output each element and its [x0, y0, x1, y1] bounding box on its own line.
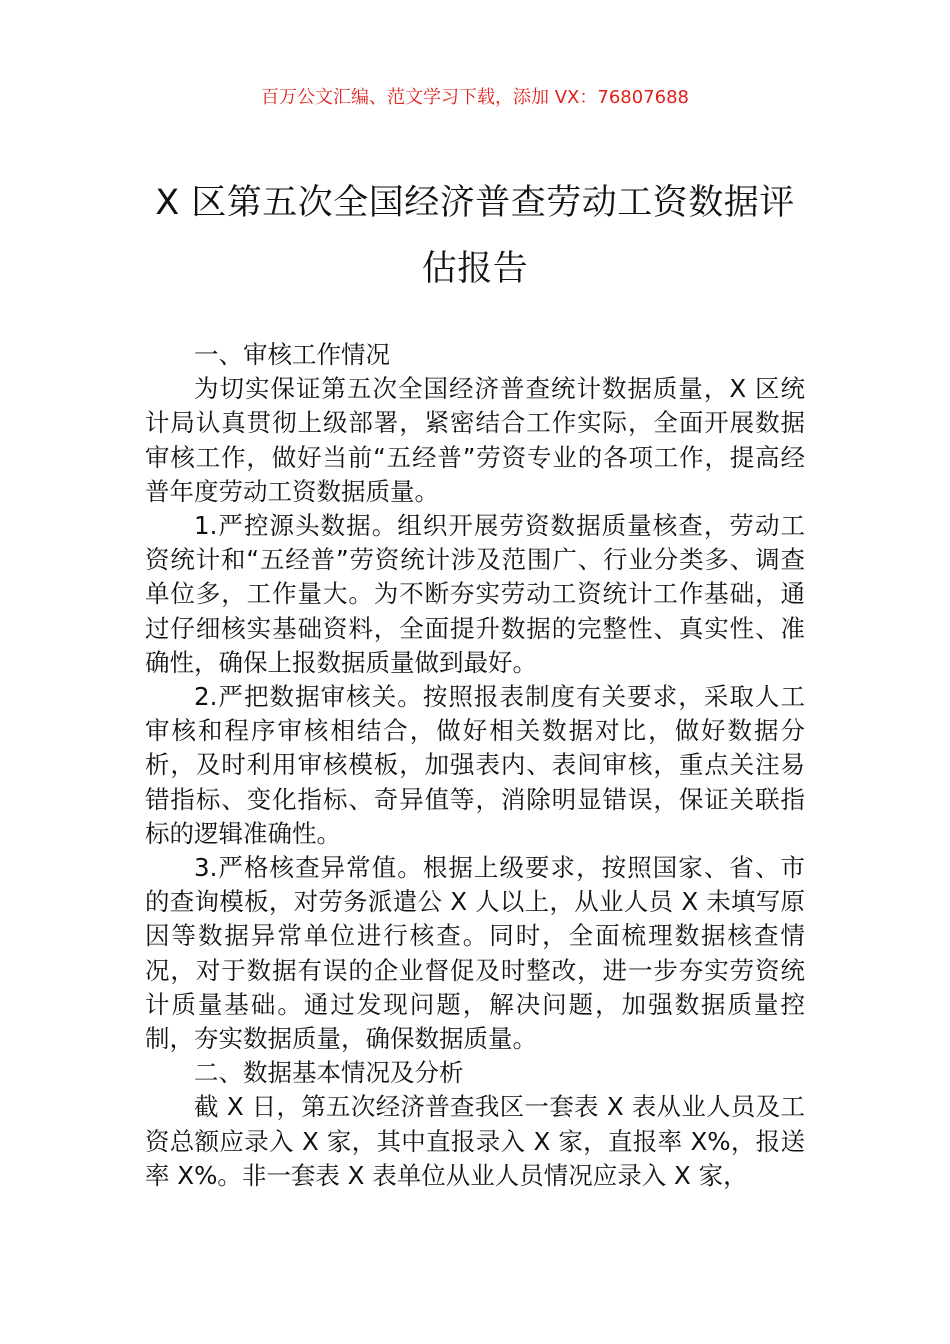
- title-line-1: X 区第五次全国经济普查劳动工资数据评: [155, 183, 795, 223]
- section-heading: 一、审核工作情况: [194, 340, 390, 369]
- header-note: 百万公文汇编、范文学习下载，添加 VX：76807688: [261, 87, 689, 108]
- paragraph: 1.严控源头数据。组织开展劳资数据质量核查，劳动工资统计和“五经普”劳资统计涉及范围广、行业分类多、调查单位多，工作量大。为不断夯实劳动工资统计工作基础，通过仔细核实基础资料，全面提升数据的完整性、真实性、准确性，确保上报数据质量做到最好。: [145, 511, 805, 677]
- paragraph: 3.严格核查异常值。根据上级要求，按照国家、省、市的查询模板，对劳务派遣公 X 人以上，从业人员 X 未填写原因等数据异常单位进行核查。同时，全面梳理数据核查情况，对于数据有误的企业督促及时整改，进一步夯实劳资统计质量基础。通过发现问题，解决问题，加强数据质量控制，夯实数据质量，确保数据质量。: [145, 853, 805, 1054]
- title-line-2: 估报告: [421, 249, 529, 289]
- section-heading: 二、数据基本情况及分析: [194, 1058, 464, 1088]
- document-title: [150, 170, 800, 302]
- paragraph: 截 X 日，第五次经济普查我区一套表 X 表从业人员及工资总额应录入 X 家，其中直报录入 X 家，直报率 X%，报送率 X%。非一套表 X 表单位从业人员情况应录入 X 家，: [145, 1092, 805, 1190]
- document-body: [145, 338, 805, 1193]
- paragraph: 为切实保证第五次全国经济普查统计数据质量，X 区统计局认真贯彻上级部署，紧密结合工作实际，全面开展数据审核工作，做好当前“五经普”劳资专业的各项工作，提高经普年度劳动工资数据质量。: [145, 374, 805, 506]
- paragraph: 2.严把数据审核关。按照报表制度有关要求，采取人工审核和程序审核相结合，做好相关数据对比，做好数据分析，及时利用审核模板，加强表内、表间审核，重点关注易错指标、变化指标、奇异值等，消除明显错误，保证关联指标的逻辑准确性。: [145, 682, 805, 848]
